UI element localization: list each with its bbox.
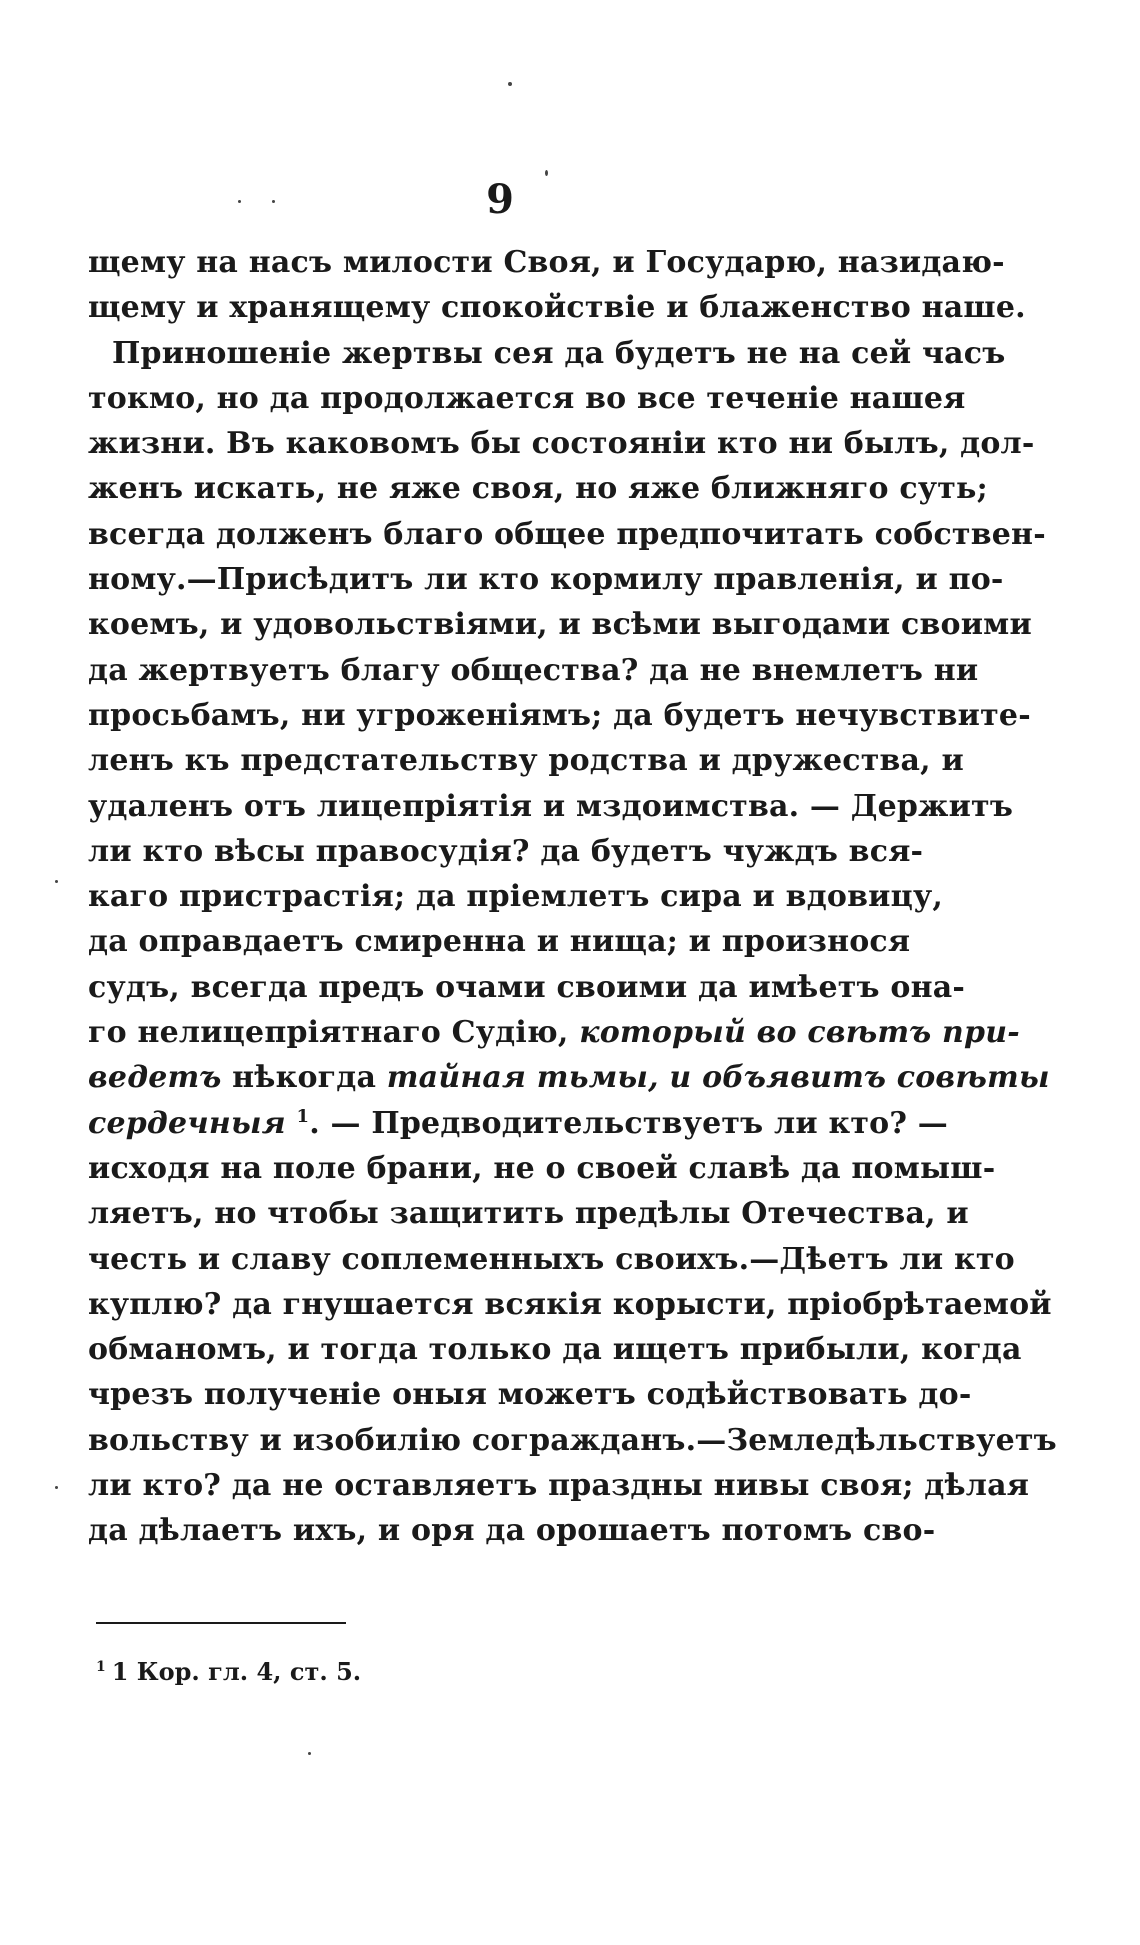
text-span: ляетъ, но чтобы защитить предѣлы Отечества, и — [88, 1196, 969, 1232]
print-speck — [55, 880, 58, 883]
text-line — [88, 1282, 1052, 1327]
text-line — [88, 1055, 1050, 1100]
print-speck — [508, 82, 512, 86]
footnote-reference: 1 — [296, 1105, 310, 1127]
text-line — [88, 1010, 1020, 1055]
text-line — [88, 285, 1026, 330]
text-span: всегда долженъ благо общее предпочитать собствен- — [88, 516, 1046, 552]
text-span: щему на насъ милости Своя, и Государю, назидаю- — [88, 245, 1005, 280]
text-line — [88, 965, 966, 1010]
text-span: да дѣлаетъ ихъ, и оря да орошаетъ потомъ сво- — [88, 1513, 936, 1549]
text-line — [88, 1237, 1015, 1282]
text-line — [88, 1418, 1057, 1463]
text-line — [88, 919, 911, 964]
text-span: го нелицепріятнаго Судію, — [88, 1015, 580, 1051]
text-span: чрезъ полученіе оныя можетъ содѣйствовать до- — [88, 1377, 972, 1413]
text-span: токмо, но да продолжается во все теченіе нашея — [88, 380, 966, 416]
text-span: ли кто вѣсы правосудія? да будетъ чуждъ вся- — [88, 833, 924, 869]
text-span: коемъ, и удовольствіями, и всѣми выгодами своими — [88, 607, 1032, 643]
text-line — [88, 421, 1035, 466]
footnote-mark: 1 — [96, 1659, 106, 1675]
text-span — [286, 1106, 297, 1141]
text-span: куплю? да гнушается всякія корысти, пріобрѣтаемой — [88, 1286, 1052, 1322]
text-line — [88, 829, 924, 874]
text-span: судъ, всегда предъ очами своими да имѣетъ она- — [88, 969, 966, 1005]
text-line — [88, 1146, 996, 1191]
print-speck — [55, 1486, 58, 1489]
print-speck — [545, 170, 548, 176]
text-span: жизни. Въ каковомъ бы состояніи кто ни былъ, дол- — [88, 426, 1035, 462]
text-span: щему и хранящему спокойствіе и блаженство наше. — [88, 290, 1026, 326]
footnote-text: 1 Кор. гл. 4, ст. 5. — [111, 1657, 362, 1686]
text-span: ленъ къ предстательству родства и дружества, и — [88, 743, 964, 779]
text-line — [88, 512, 1046, 557]
text-line — [88, 1191, 969, 1236]
text-span: нѣкогда — [221, 1060, 387, 1096]
text-span: удаленъ отъ лицепріятія и мздоимства. — Держитъ — [88, 788, 1014, 824]
text-span: ли кто? да не оставляетъ праздны нивы своя; дѣлая — [88, 1468, 1030, 1504]
text-span: каго пристрастія; да пріемлетъ сира и вдовицу, — [88, 879, 944, 915]
text-span: просьбамъ, ни угроженіямъ; да будетъ нечувствите- — [88, 697, 1031, 733]
text-line — [88, 602, 1032, 647]
text-span: вольству и изобилію согражданъ.—Земледѣльствуетъ — [88, 1422, 1057, 1458]
text-line — [88, 331, 1006, 376]
text-span: исходя на поле брани, не о своей славѣ да помыш- — [88, 1150, 996, 1186]
text-line — [88, 874, 944, 919]
body-text — [88, 240, 1057, 1554]
text-span: ному.—Присѣдитъ ли кто кормилу правленія, и по- — [88, 562, 1004, 598]
text-line — [88, 1101, 948, 1146]
text-span: да оправдаетъ смиренна и нища; и произнося — [88, 924, 911, 960]
text-line — [88, 1372, 972, 1417]
italic-text: ведетъ — [88, 1060, 222, 1096]
text-span: обманомъ, и тогда только да ищетъ прибыли, когда — [88, 1332, 1022, 1368]
text-line — [88, 557, 1004, 602]
text-line — [88, 648, 979, 693]
text-span: Приношеніе жертвы сея да будетъ не на сей часъ — [112, 335, 1006, 371]
text-line — [88, 1508, 936, 1553]
text-line — [88, 784, 1014, 829]
text-span: . — Предводительствуетъ ли кто? — — [309, 1105, 948, 1141]
italic-text: который во свѣтъ при- — [579, 1015, 1020, 1051]
text-line — [88, 1327, 1022, 1372]
text-line — [88, 376, 966, 421]
text-line — [88, 466, 988, 511]
text-line — [88, 240, 1005, 285]
footnote — [96, 1658, 361, 1687]
text-line — [88, 738, 964, 783]
text-span: да жертвуетъ благу общества? да не внемлетъ ни — [88, 652, 979, 688]
text-line — [88, 693, 1031, 738]
page-number: 9 — [486, 176, 514, 223]
text-line — [88, 1463, 1030, 1508]
italic-text: тайная тьмы, и объявитъ совѣты — [386, 1060, 1050, 1096]
text-span: честь и славу соплеменныхъ своихъ.—Дѣетъ ли кто — [88, 1241, 1015, 1277]
italic-text: сердечныя — [88, 1105, 286, 1141]
footnote-divider — [96, 1622, 346, 1624]
print-speck — [308, 1752, 311, 1755]
text-span: женъ искать, не яже своя, но яже ближняго суть; — [88, 471, 988, 507]
